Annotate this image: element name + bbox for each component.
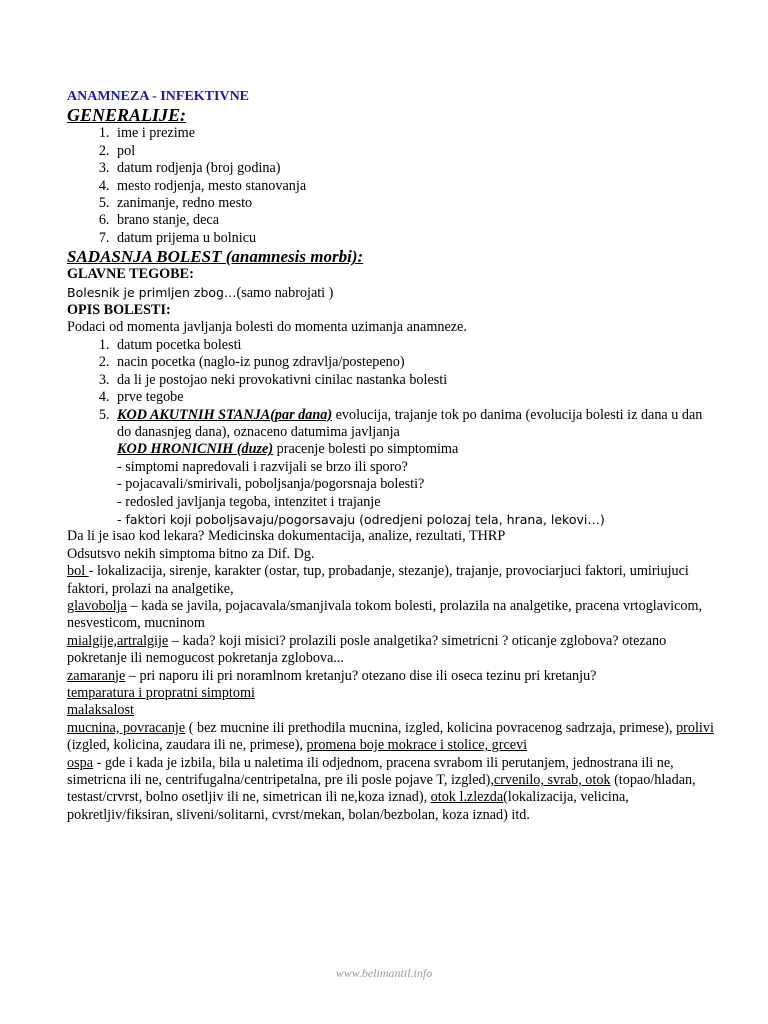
- crvenilo-label: crvenilo, svrab, otok: [493, 772, 611, 789]
- bol-paragraph: [67, 563, 717, 598]
- lekara-line: Da li je isao kod lekara? Medicinska dokumentacija, analize, rezultati, THRP: [67, 528, 506, 545]
- prolivi-label: prolivi: [676, 719, 714, 736]
- ospa-label: ospa: [67, 754, 94, 771]
- glavne-tegobe-text-a: Bolesnik je primljen zbog…: [67, 284, 237, 300]
- bol-text: - lokalizacija, sirenje, karakter (ostar, tup, probadanje, stezanje), trajanje, provociarjuci faktori, umiriujuci faktori, prolazi na analgetike,: [67, 563, 689, 597]
- glavobolja-text: – kada se javila, pojacavala/smanjivala tokom bolesti, prolazila na analgetike, pracena vrtoglavicom, nesvesticom, mucninom: [67, 597, 703, 632]
- glavobolja-paragraph: [67, 598, 717, 633]
- mialgije-text: – kada? koji misici? prolazili posle analgetika? simetricni ? oticanje zglobova? otezano pokretanje ili nemogucost pokretanja zglobova...: [67, 632, 667, 667]
- list-item: 3. da li je postojao neki provokativni cinilac nastanka bolesti: [113, 372, 717, 389]
- opis-bolesti-heading: OPIS BOLESTI:: [67, 302, 171, 319]
- crvenilo-text: (topao/hladan, testast/crvrst, bolno osetljiv ili ne, simetrican ili ne,koza iznad),: [67, 772, 696, 806]
- list-item: 7. datum prijema u bolnicu: [113, 230, 717, 247]
- zamaranje-label: zamaranje: [67, 667, 126, 684]
- mucnina-text: ( bez mucnine ili prethodila mucnina, izgled, kolicina povracenog sadrzaja, primese),: [185, 719, 677, 736]
- zamaranje-text: – pri naporu ili pri noramlnom kretanju? otezano dise ili oseca tezinu pri kretanju?: [125, 667, 597, 684]
- mialgije-label: mialgije,artralgije: [67, 632, 169, 649]
- opis-intro: Podaci od momenta javljanja bolesti do momenta uzimanja anamneze.: [67, 319, 467, 336]
- prolivi-text: (izgled, kolicina, zaudara ili ne, primese),: [67, 737, 307, 754]
- otok-label: otok l.zlezda: [430, 789, 504, 806]
- glavobolja-label: glavobolja: [67, 597, 127, 614]
- list-item: 4. prve tegobe: [113, 389, 717, 406]
- list-item: 4. mesto rodjenja, mesto stanovanja: [113, 178, 717, 195]
- dash-item: - simptomi napredovali i razvijali se brzo ili sporo?: [117, 458, 408, 475]
- glavne-tegobe-heading: GLAVNE TEGOBE:: [67, 266, 194, 283]
- ospa-paragraph: [67, 755, 717, 825]
- opis-list: [67, 337, 717, 528]
- zamaranje-paragraph: [67, 668, 717, 685]
- malaksalost-line: malaksalost: [67, 702, 134, 719]
- otok-text: (lokalizacija, velicina, pokretljiv/fiksiran, sliveni/solitarni, cvrst/mekan, bolan/bezbolan, koza iznad) itd.: [67, 789, 629, 823]
- akutna-text: evolucija, trajanje tok po danima (evolucija bolesti iz dana u dan do danasnjeg dana), oznaceno datumima javljanja: [117, 406, 703, 440]
- generalije-heading: GENERALIJE:: [67, 105, 187, 126]
- list-item: 6. brano stanje, deca: [113, 212, 717, 229]
- list-item: 5. zanimanje, redno mesto: [113, 195, 717, 212]
- document-page: [67, 88, 717, 824]
- list-item: 2. pol: [113, 143, 717, 160]
- dash-item: - pojacavali/smirivali, poboljsanja/pogorsnaja bolesti?: [117, 476, 425, 493]
- dash-item: - faktori koji poboljsavaju/pogorsavaju (odredjeni polozaj tela, hrana, lekovi…): [117, 511, 605, 527]
- promena-label: promena boje mokrace i stolice, grcevi: [306, 737, 528, 754]
- glavne-tegobe-text: [67, 284, 717, 302]
- list-item: 3. datum rodjenja (broj godina): [113, 160, 717, 177]
- list-item: 1. ime i prezime: [113, 125, 717, 142]
- hronicna-line: [117, 441, 717, 458]
- list-item-akutna: [113, 407, 717, 529]
- akutna-label: KOD AKUTNIH STANJA(par dana): [117, 406, 333, 423]
- dash-item: - redosled javljanja tegoba, intenzitet i trajanje: [117, 493, 381, 510]
- mucnina-paragraph: [67, 720, 717, 755]
- temperatura-line: temparatura i propratni simptomi: [67, 685, 255, 701]
- list-item: 1. datum pocetka bolesti: [113, 337, 717, 354]
- ospa-text: - gde i kada je izbila, bila u naletima ili odjednom, pracena svrabom ili perutanjem, jednostrana ili ne, simetricna ili ne, centrifugalna/centripetalna, pre ili posle pojave T, izgled),: [67, 754, 674, 789]
- list-item: 2. nacin pocetka (naglo-iz punog zdravlja/postepeno): [113, 354, 717, 371]
- odsutsvo-line: Odsutsvo nekih simptoma bitno za Dif. Dg.: [67, 545, 315, 562]
- bol-label: bol: [67, 563, 89, 580]
- hronicna-label: KOD HRONICNIH (duze): [117, 441, 274, 458]
- footer-url: www.belimantil.info: [335, 966, 433, 980]
- generalije-list: [67, 125, 717, 247]
- mucnina-label: mucnina, povracanje: [67, 719, 186, 736]
- sadasnja-bolest-heading: SADASNJA BOLEST (anamnesis morbi):: [67, 247, 364, 267]
- hronicna-text: pracenje bolesti po simptomima: [273, 441, 459, 458]
- glavne-tegobe-text-b: (samo nabrojati ): [236, 284, 334, 301]
- mialgije-paragraph: [67, 633, 717, 668]
- document-title: ANAMNEZA - INFEKTIVNE: [67, 89, 250, 104]
